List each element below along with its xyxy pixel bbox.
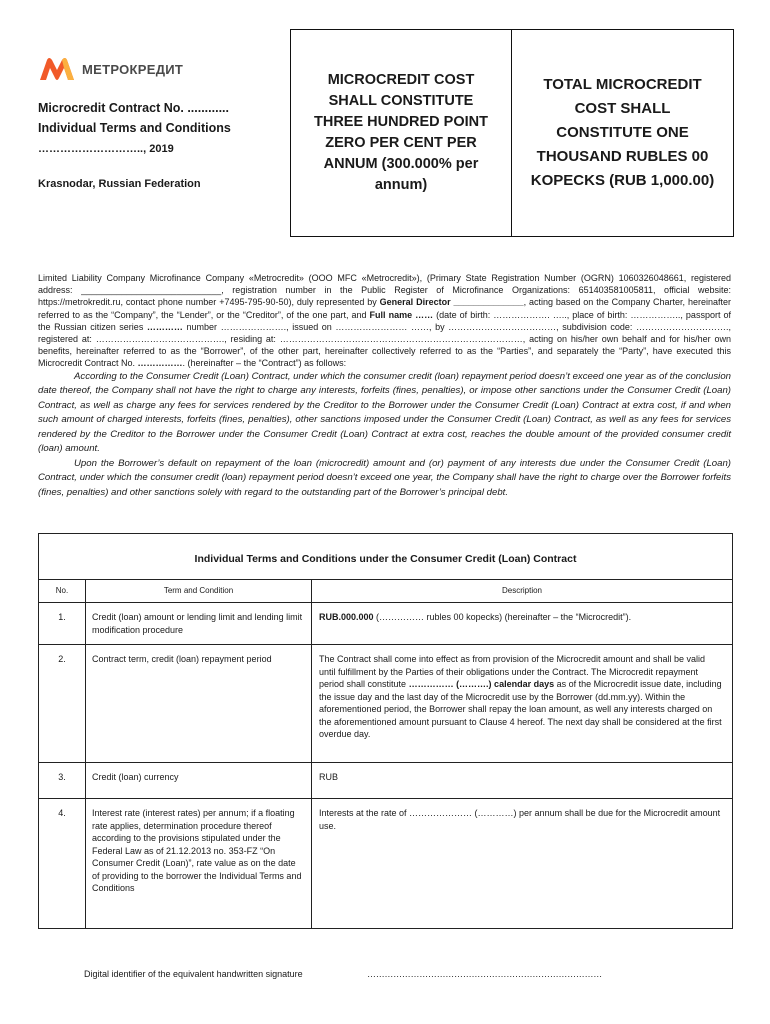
row-description (312, 603, 733, 645)
col-header-no: No. (39, 580, 86, 603)
total-cost-box (511, 29, 734, 237)
contract-title: Microcredit Contract No. ............ (38, 101, 229, 115)
row-description: RUB (312, 763, 733, 799)
contract-heading (38, 98, 278, 138)
row-description (312, 645, 733, 763)
table-row (39, 763, 733, 799)
row-number: 4. (39, 799, 86, 929)
col-header-term: Term and Condition (86, 580, 312, 603)
contract-date: ……………………….., 2019 (38, 143, 174, 155)
intro-text-e: . (hereinafter – the “Contract”) as follows: (182, 358, 347, 369)
series-field: ………… (146, 321, 183, 332)
days-field: …………… (……….) calendar days (408, 679, 555, 689)
table-row (39, 645, 733, 763)
metro-m-icon (38, 56, 76, 82)
terms-table (38, 533, 733, 929)
signature-label: Digital identifier of the equivalent handwritten signature (84, 969, 303, 979)
fullname-field: Full name …… (369, 309, 434, 320)
row-description-text: (…………… rubles 00 kopecks) (hereinafter – the “Microcredit”). (373, 612, 632, 622)
row-number: 2. (39, 645, 86, 763)
row-term: Credit (loan) amount or lending limit and lending limit modification procedure (86, 603, 312, 645)
contract-place: Krasnodar, Russian Federation (38, 178, 201, 190)
intro-text-b: , acting based on the Company Charter, hereinafter referred to as the “Company”, the “Lender”, or the “Creditor”, of the one part, and (38, 297, 731, 320)
row-term: Credit (loan) currency (86, 763, 312, 799)
logo-text: МЕТРОКРЕДИТ (82, 61, 184, 77)
intro-text-d: number …………………., issued on …………………… ……, by ………………………………, subdivision code: …………………………., registered at: ……………………………………., residing at: ………………………………………………………………………, acting on his/her own behalf and for his/her own benefits, hereinafter referred to as the “Borrower”, of the other part, hereinafter collectively referred to as the “Parties”, and separately the “Party”, have executed this Microcredit Contract No. (38, 321, 731, 369)
signature-line[interactable]: ……………………………………………………………………… (367, 969, 602, 979)
row-term: Contract term, credit (loan) repayment period (86, 645, 312, 763)
intro-text-c: (date of birth: ………………. ….., place of birth: …………….., passport of the Russian citizen series (38, 309, 731, 332)
table-row (39, 603, 733, 645)
row-term: Interest rate (interest rates) per annum; if a floating rate applies, determination procedure thereof according to the provisions stipulated under the Federal Law as of 21.12.2013 no. 353-FZ “On Consumer Credit (Loan)”, rate value as on the date of providing to the borrower the Individual Terms and Conditions (86, 799, 312, 929)
default-paragraph: Upon the Borrower’s default on repayment of the loan (microcredit) amount and (or) payment of any interests due under the Consumer Credit (Loan) Contract, under which the consumer credit (loan) repayment period doesn’t exceed one year, the Company shall have the right to charge over the Borrower forfeits (fines, penalties) and other sanctions solely with regard to the outstanding part of the Borrower’s principal debt. (38, 457, 731, 498)
row-number: 3. (39, 763, 86, 799)
row-description: Interests at the rate of ………………… (…………) per annum shall be due for the Microcredit amount use. (312, 799, 733, 929)
table-row (39, 799, 733, 929)
table-title: Individual Terms and Conditions under the Consumer Credit (Loan) Contract (39, 534, 733, 580)
total-cost-text: TOTAL MICROCREDIT COST SHALL CONSTITUTE ONE THOUSAND RUBLES 00 KOPECKS (RUB 1,000.00) (530, 76, 715, 189)
limit-paragraph: According to the Consumer Credit (Loan) Contract, under which the consumer credit (loan) repayment period doesn’t exceed one year as of the conclusion date thereof, the Company shall not have the right to charge any interests, forfeits (fines, penalties), or impose other sanctions under the Consumer Credit (Loan) Contract, as well as charge any fees for services rendered by the Creditor to the Borrower under the Consumer Credit (Loan) Contract at extra cost, if and when such amount of charged interests, forfeits (fines, penalties), other sanctions imposed under the Consumer Credit (Loan) Contract, as well as any fees for services rendered by the Creditor to the Borrower under the Consumer Credit (Loan) Contract at extra cost, reaches the double amount of the provided consumer credit (loan) amount. (38, 370, 731, 455)
contract-intro (38, 272, 731, 500)
contract-no-field: …………… (137, 358, 183, 369)
row-description-text: The Contract shall come into effect as from provision of the Microcredit amount and shall be valid until fulfillment by the Parties of their obligations under the Contract. The Microcredit repayment period shall constitute (319, 654, 706, 689)
director-field: General Director ______________ (379, 297, 524, 308)
cost-percent-box (290, 29, 512, 237)
row-description-text: as of the Microcredit issue date, including the issue day and the last day of the Microcredit use by the Borrower (dd.mm.yy). Within the aforementioned period, the Borrower shall repay the loan amount, as well any interests charged on the aforementioned amount pursuant to Clause 4 hereof. The next day shall be considered at the first overdue day. (319, 679, 722, 739)
row-number: 1. (39, 603, 86, 645)
col-header-description: Description (312, 580, 733, 603)
amount-field: RUB.000.000 (319, 612, 374, 622)
intro-text-a: Limited Liability Company Microfinance Company «Metrocredit» (OOO MFC «Metrocredit»), (Primary State Registration Number (OGRN) 1060326048661, registered address: ____________________________, registration number in the Public Register of Microfinance Organizations: 651403581005811, official website: https://metrokredit.ru, contact phone number +7495-795-90-50), duly represented by (38, 273, 731, 308)
terms-title: Individual Terms and Conditions (38, 121, 231, 135)
company-logo (38, 56, 183, 82)
intro-paragraph (38, 272, 731, 370)
cost-percent-text: MICROCREDIT COST SHALL CONSTITUTE THREE HUNDRED POINT ZERO PER CENT PER ANNUM (300.000% per annum) (313, 72, 488, 193)
